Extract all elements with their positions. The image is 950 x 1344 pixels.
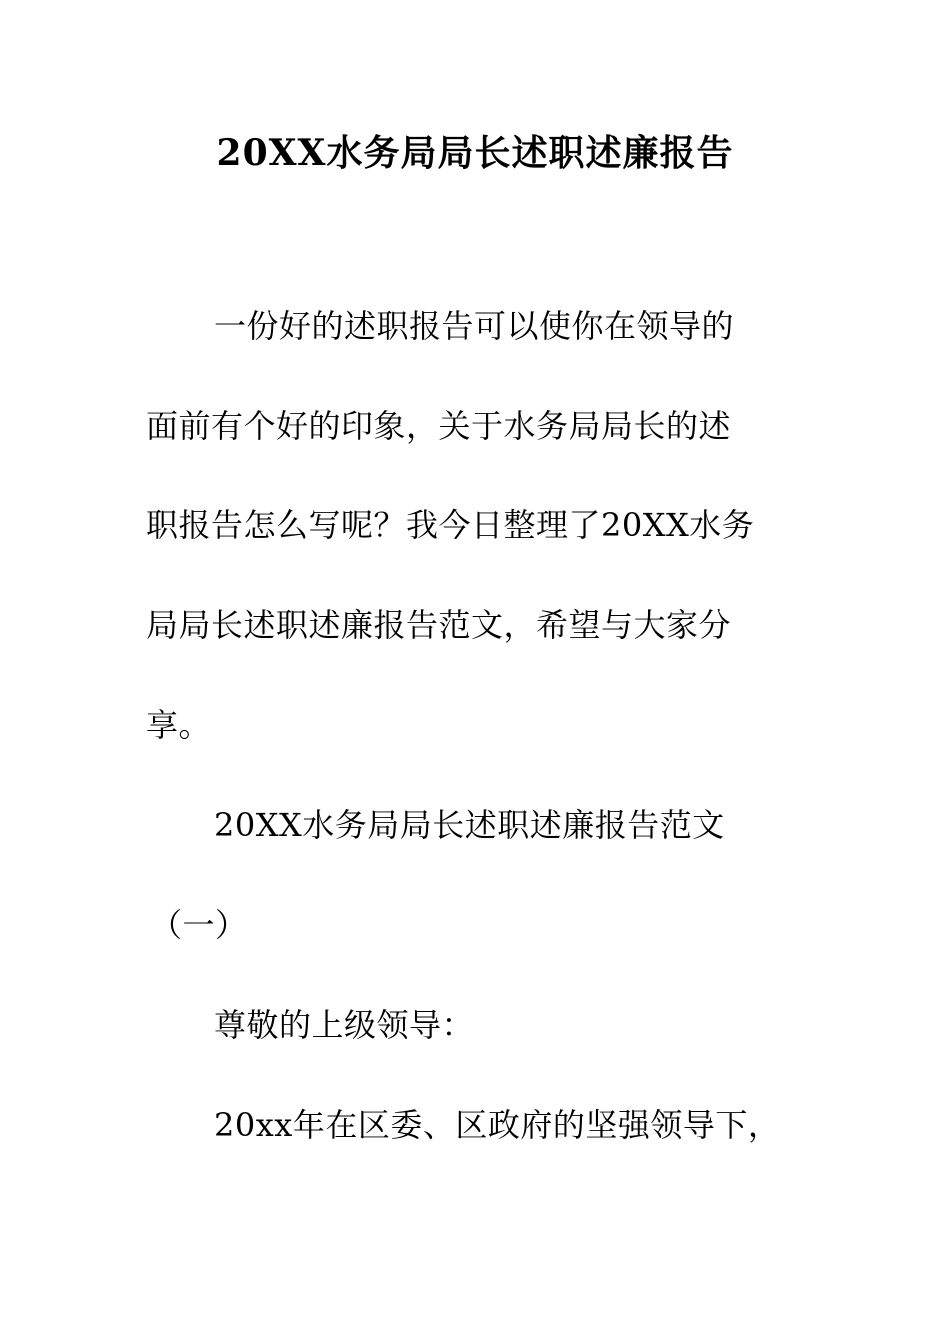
document-title: 20XX水务局局长述职述廉报告: [216, 132, 734, 174]
paragraph-line: 享。: [146, 706, 212, 744]
subtitle-number: （一）: [150, 906, 248, 944]
subtitle-line: 20XX水务局局长述职述廉报告范文: [214, 806, 725, 844]
paragraph-line: 局局长述职述廉报告范文，希望与大家分: [146, 606, 732, 644]
paragraph-line: 20xx年在区委、区政府的坚强领导下，: [214, 1106, 781, 1144]
paragraph-line: 面前有个好的印象，关于水务局局长的述: [146, 407, 732, 445]
paragraph-line: 一份好的述职报告可以使你在领导的: [214, 307, 735, 345]
paragraph-line: 职报告怎么写呢？我今日整理了20XX水务: [146, 506, 755, 544]
salutation-line: 尊敬的上级领导：: [214, 1006, 475, 1044]
